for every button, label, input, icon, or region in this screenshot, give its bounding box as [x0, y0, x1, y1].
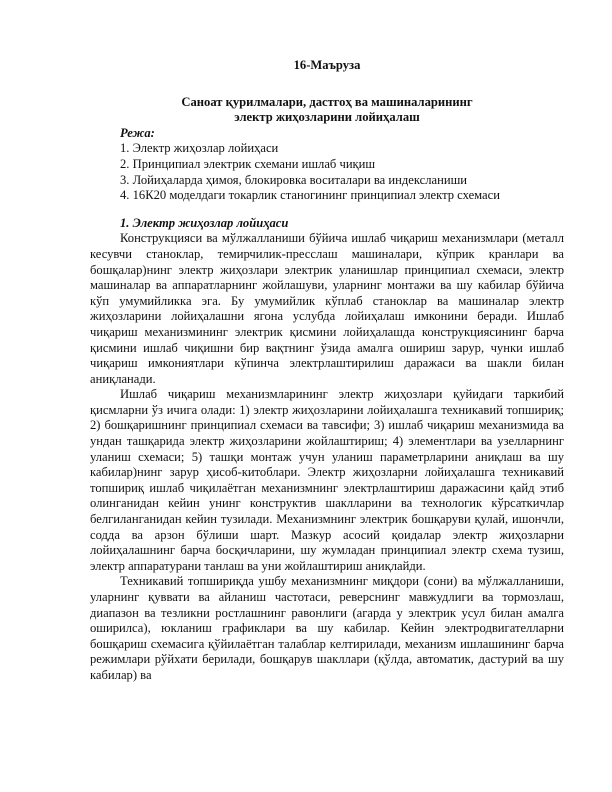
plan-item: 1. Электр жиҳозлар лойиҳаси	[120, 141, 279, 156]
title-line-1: Саноат қурилмалари, дастгоҳ ва машиналарининг	[181, 94, 473, 109]
plan-item: 2. Принципиал электрик схемани ишлаб чиқиш	[120, 156, 376, 171]
plan-item: 4. 16К20 моделдаги токарлик станогининг принципиал электр схемаси	[120, 188, 500, 203]
plan-item: 3. Лойиҳаларда ҳимоя, блокировка воситалари ва индексланиши	[120, 172, 468, 187]
plan-heading: Режа:	[120, 125, 155, 140]
title-line-2: электр жиҳозларини лойиҳалаш	[234, 110, 420, 125]
body-paragraph: Конструкцияси ва мўлжалланиши бўйича ишлаб чиқариш механизмлари (металл кесувчи станоклар, темирчилик-пресслаш машиналари, кўприк кранлари ва бошқалар)нинг электр жиҳозлари электрик уланишлар принципиал схемаси, электр машиналар ва аппаратларнинг жойлашуви, уларнинг монтажи ва шу кабилар бўйича кўп умумийликка эга. Бу умумийлик кўплаб станоклар ва машиналар электр жиҳозларини лойиҳалашни ягона услубда лойиҳалаш имконини беради. Ишлаб чиқариш механизмининг электрик қисмини лойиҳалашда конструкциясининг барча қисмини ишлаб чиқишни бир вақтнинг ўзида амалга ошириш зарур, чунки ишлаб чиқариш имкониятлари кўпинча электрлаштирилиш даражаси ва шакли билан аниқланади.	[90, 231, 564, 386]
plan-list	[120, 141, 564, 203]
section-heading: 1. Электр жиҳозлар лойиҳаси	[120, 215, 289, 230]
lecture-number: 16-Маъруза	[293, 58, 361, 72]
body-paragraph: Техникавий топшириқда ушбу механизмнинг миқдори (сони) ва мўлжалланиши, уларнинг қуввати ва айланиш частотаси, реверснинг мавжудлиги ва тормозлаш, диапазон ва тезликни ростлашнинг равонлиги (агарда у электрик усул билан амалга оширилса), юкланиш графиклари ва шу кабилар. Кейин электродвигателларни бошқариш схемасига қўйилаётган талаблар келтирилади, механизм ишлашининг барча режимлари рўйхати берилади, бошқарув шакллари (қўлда, автоматик, дастурий ва шу кабилар) ва	[90, 574, 564, 682]
body-paragraph: Ишлаб чиқариш механизмларининг электр жиҳозлари қуйидаги таркибий қисмларни ўз ичига олади: 1) электр жиҳозларини лойиҳалашга техникавий топшириқ; 2) бошқаришнинг принципиал схемаси ва тавсифи; 3) ишлаб чиқариш механизмида ва ундан ташқарида электр жиҳозларини жойлаштириш; 4) элементлари ва узелларнинг уланиш схемаси; 5) ташқи монтаж учун уланиш параметрларини аниқлаш ва шу кабилар)нинг зарур ҳисоб-китоблари. Электр жиҳозларни лойиҳалашга техникавий топшириқ ишлаб чиқилаётган механизмнинг электрлаштириш даражасини қайд этиб олинганидан кейин унинг конструктив шаклларини ва технологик кўрсаткичлар белгиланганидан кейин тузилади. Механизмнинг электрик бошқаруви қулай, ишончли, содда ва арзон бўлиши шарт. Мазкур асосий қоидалар электр жиҳозларни лойиҳалашнинг барча босқичларини, шу жумладан принципиал электр схема тузиш, электр аппаратурани танлаш ва уни жойлаштириш аниқлайди.	[90, 387, 564, 573]
page-content	[90, 58, 564, 684]
